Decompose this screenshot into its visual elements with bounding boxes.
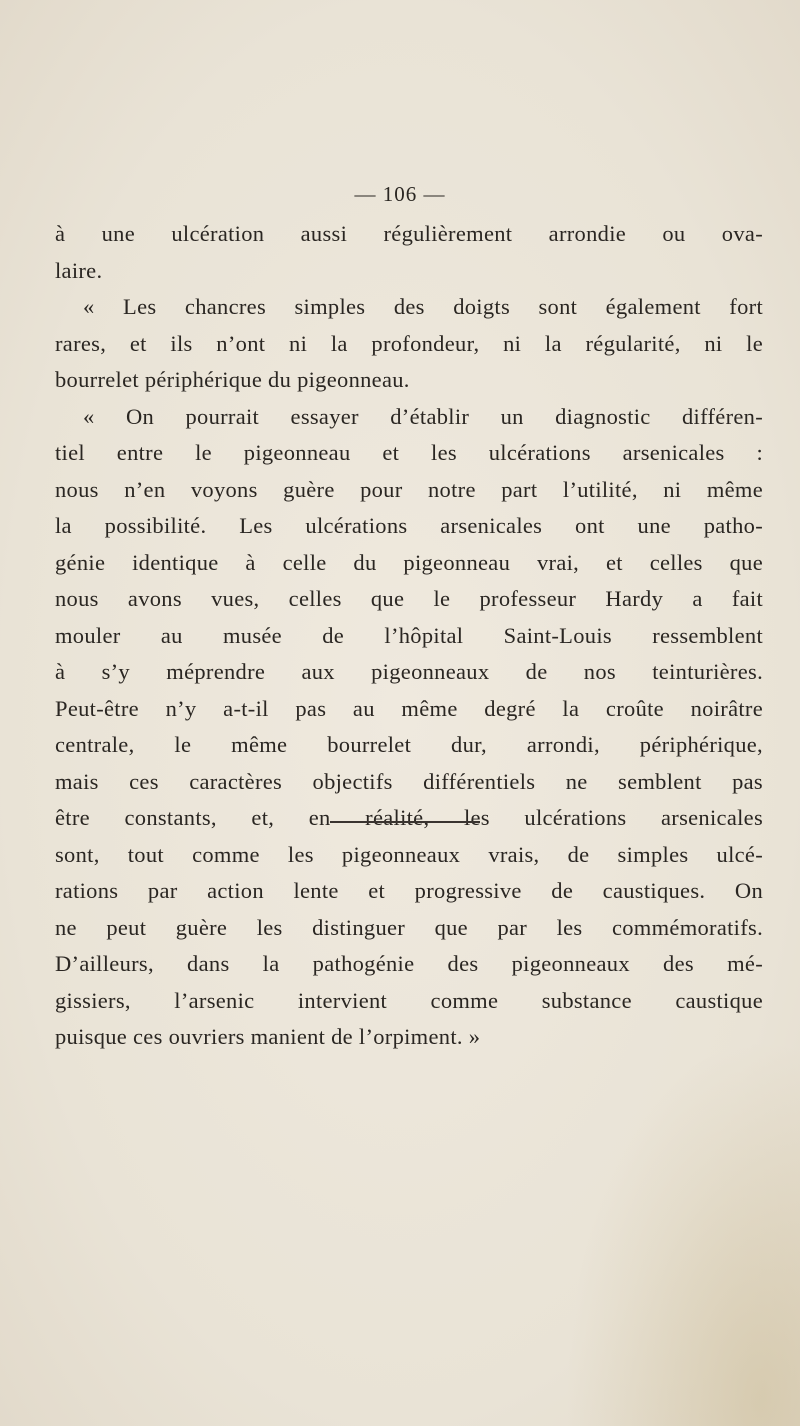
page-number: — 106 — [354, 182, 446, 206]
section-divider-rule [330, 821, 480, 823]
text-line: laire. [55, 257, 103, 283]
text-line: rares, et ils n’ont ni la profondeur, ni la régularité, ni le [55, 330, 763, 356]
text-line: à une ulcération aussi régulièrement arrondie ou ova- [55, 221, 763, 246]
text-line: mouler au musée de l’hôpital Saint-Louis ressemblent [55, 622, 763, 648]
text-line: bourrelet périphérique du pigeonneau. [55, 367, 410, 392]
text-line: « Les chancres simples des doigts sont également fort [83, 294, 763, 319]
text-line: Peut-être n’y a-t-il pas au même degré la croûte noirâtre [55, 695, 763, 721]
text-line: être constants, et, en réalité, les ulcérations arsenicales [55, 805, 763, 830]
text-line: mais ces caractères objectifs différentiels ne semblent pas [55, 768, 763, 794]
text-line: la possibilité. Les ulcérations arsenicales ont une patho- [55, 513, 763, 538]
text-line: ne peut guère les distinguer que par les commémoratifs. [55, 914, 763, 940]
text-line: tiel entre le pigeonneau et les ulcérations arsenicales : [55, 440, 763, 465]
text-line: gissiers, l’arsenic intervient comme substance caustique [55, 987, 763, 1013]
text-line: génie identique à celle du pigeonneau vrai, et celles que [55, 549, 763, 575]
text-line: sont, tout comme les pigeonneaux vrais, de simples ulcé- [55, 841, 763, 867]
body-text [55, 216, 763, 1056]
text-line: nous n’en voyons guère pour notre part l’utilité, ni même [55, 476, 763, 502]
text-line: nous avons vues, celles que le professeur Hardy a fait [55, 586, 763, 611]
text-line: D’ailleurs, dans la pathogénie des pigeonneaux des mé- [55, 951, 763, 976]
text-line: à s’y méprendre aux pigeonneaux de nos teinturières. [55, 659, 763, 684]
text-line: rations par action lente et progressive de caustiques. On [55, 878, 763, 903]
text-line: puisque ces ouvriers manient de l’orpiment. » [55, 1024, 481, 1049]
text-line: centrale, le même bourrelet dur, arrondi, périphérique, [55, 732, 763, 757]
text-line: « On pourrait essayer d’établir un diagnostic différen- [83, 403, 763, 429]
